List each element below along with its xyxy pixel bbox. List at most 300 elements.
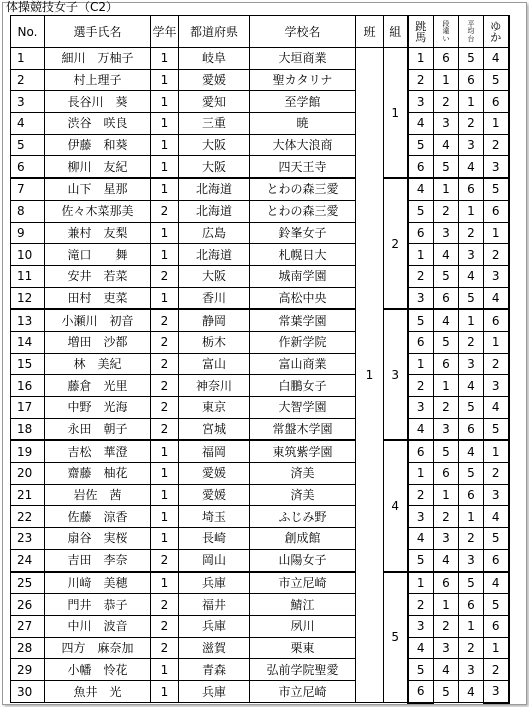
cell-school: 鈴峯女子 bbox=[250, 222, 356, 244]
cell-rotation: 5 bbox=[484, 594, 509, 616]
cell-grade: 1 bbox=[151, 222, 179, 244]
cell-pref: 愛媛 bbox=[179, 463, 250, 485]
cell-name: 増田 沙都 bbox=[45, 331, 151, 353]
cell-pref: 北海道 bbox=[179, 244, 250, 266]
cell-no: 15 bbox=[11, 353, 45, 375]
cell-group: 3 bbox=[384, 309, 408, 440]
table-row bbox=[11, 331, 509, 353]
cell-rotation: 2 bbox=[434, 506, 459, 528]
header-school: 学校名 bbox=[250, 16, 356, 48]
cell-grade: 1 bbox=[151, 244, 179, 266]
cell-school: 栗東 bbox=[250, 637, 356, 659]
cell-pref: 福岡 bbox=[179, 440, 250, 462]
cell-rotation: 3 bbox=[459, 549, 484, 571]
cell-rotation: 4 bbox=[434, 549, 459, 571]
cell-rotation: 1 bbox=[434, 594, 459, 616]
table-row bbox=[11, 309, 509, 331]
header-vault bbox=[408, 16, 434, 48]
table-row bbox=[11, 48, 509, 70]
cell-rotation: 3 bbox=[408, 287, 434, 309]
cell-no: 5 bbox=[11, 134, 45, 156]
cell-school: 済美 bbox=[250, 463, 356, 485]
cell-pref: 静岡 bbox=[179, 309, 250, 331]
cell-pref: 大阪 bbox=[179, 134, 250, 156]
cell-school: ふじみ野 bbox=[250, 506, 356, 528]
cell-rotation: 5 bbox=[408, 134, 434, 156]
header-beam bbox=[459, 16, 484, 48]
cell-grade: 1 bbox=[151, 48, 179, 70]
cell-school: 常盤木学園 bbox=[250, 418, 356, 440]
cell-grade: 1 bbox=[151, 69, 179, 91]
cell-rotation: 4 bbox=[434, 244, 459, 266]
cell-rotation: 6 bbox=[459, 484, 484, 506]
cell-no: 2 bbox=[11, 69, 45, 91]
table-row bbox=[11, 265, 509, 287]
cell-school: 済美 bbox=[250, 484, 356, 506]
table-row bbox=[11, 156, 509, 178]
cell-name: 扇谷 実桜 bbox=[45, 528, 151, 550]
cell-rotation: 3 bbox=[484, 375, 509, 397]
cell-school: 作新学院 bbox=[250, 331, 356, 353]
cell-rotation: 2 bbox=[459, 637, 484, 659]
cell-no: 8 bbox=[11, 200, 45, 222]
cell-rotation: 2 bbox=[459, 528, 484, 550]
cell-school: 城南学園 bbox=[250, 265, 356, 287]
header-beam-label: 平 均 台 bbox=[467, 19, 475, 43]
cell-pref: 北海道 bbox=[179, 200, 250, 222]
cell-name: 中川 波音 bbox=[45, 615, 151, 637]
table-row bbox=[11, 659, 509, 681]
cell-rotation: 2 bbox=[434, 615, 459, 637]
cell-rotation: 3 bbox=[484, 680, 509, 702]
cell-rotation: 5 bbox=[459, 48, 484, 70]
cell-rotation: 5 bbox=[459, 572, 484, 594]
cell-rotation: 3 bbox=[434, 637, 459, 659]
cell-grade: 1 bbox=[151, 113, 179, 135]
cell-rotation: 1 bbox=[408, 353, 434, 375]
cell-pref: 青森 bbox=[179, 659, 250, 681]
cell-rotation: 3 bbox=[434, 113, 459, 135]
cell-grade: 2 bbox=[151, 397, 179, 419]
header-name: 選手氏名 bbox=[45, 16, 151, 48]
table-row bbox=[11, 463, 509, 485]
cell-no: 13 bbox=[11, 309, 45, 331]
cell-pref: 岡山 bbox=[179, 549, 250, 571]
cell-rotation: 1 bbox=[434, 178, 459, 200]
cell-grade: 2 bbox=[151, 200, 179, 222]
cell-rotation: 5 bbox=[434, 331, 459, 353]
cell-rotation: 3 bbox=[408, 615, 434, 637]
cell-rotation: 1 bbox=[434, 484, 459, 506]
cell-rotation: 6 bbox=[408, 680, 434, 702]
cell-grade: 2 bbox=[151, 309, 179, 331]
cell-rotation: 4 bbox=[459, 375, 484, 397]
cell-school: とわの森三愛 bbox=[250, 178, 356, 200]
table-row bbox=[11, 528, 509, 550]
cell-name: 川﨑 美穂 bbox=[45, 572, 151, 594]
cell-grade: 2 bbox=[151, 331, 179, 353]
header-bars-label: 段 違 い bbox=[442, 19, 450, 43]
header-floor-label: ゆ か bbox=[490, 20, 502, 44]
cell-rotation: 1 bbox=[408, 244, 434, 266]
cell-rotation: 4 bbox=[434, 309, 459, 331]
cell-no: 12 bbox=[11, 287, 45, 309]
cell-name: 田村 吏菜 bbox=[45, 287, 151, 309]
cell-rotation: 1 bbox=[459, 91, 484, 113]
cell-name: 中野 光海 bbox=[45, 397, 151, 419]
cell-name: 佐々木菜那美 bbox=[45, 200, 151, 222]
cell-rotation: 2 bbox=[484, 134, 509, 156]
cell-no: 27 bbox=[11, 615, 45, 637]
cell-school: 創成館 bbox=[250, 528, 356, 550]
cell-rotation: 1 bbox=[459, 615, 484, 637]
cell-name: 兼村 友梨 bbox=[45, 222, 151, 244]
table-row bbox=[11, 91, 509, 113]
cell-school: 至学館 bbox=[250, 91, 356, 113]
cell-name: 小幡 怜花 bbox=[45, 659, 151, 681]
table-row bbox=[11, 222, 509, 244]
cell-name: 村上理子 bbox=[45, 69, 151, 91]
cell-rotation: 5 bbox=[484, 69, 509, 91]
header-vault-label: 跳 馬 bbox=[415, 20, 427, 44]
cell-rotation: 1 bbox=[434, 375, 459, 397]
cell-school: とわの森三愛 bbox=[250, 200, 356, 222]
cell-no: 29 bbox=[11, 659, 45, 681]
cell-rotation: 6 bbox=[459, 178, 484, 200]
table-row bbox=[11, 200, 509, 222]
header-kumi: 組 bbox=[384, 16, 408, 48]
table-row bbox=[11, 418, 509, 440]
table-row bbox=[11, 506, 509, 528]
cell-grade: 1 bbox=[151, 528, 179, 550]
cell-pref: 兵庫 bbox=[179, 572, 250, 594]
cell-school: 聖カタリナ bbox=[250, 69, 356, 91]
cell-no: 9 bbox=[11, 222, 45, 244]
cell-rotation: 2 bbox=[434, 397, 459, 419]
cell-school: 常葉学園 bbox=[250, 309, 356, 331]
cell-rotation: 1 bbox=[484, 331, 509, 353]
cell-name: 岩佐 茜 bbox=[45, 484, 151, 506]
cell-no: 21 bbox=[11, 484, 45, 506]
cell-rotation: 5 bbox=[434, 440, 459, 462]
cell-rotation: 4 bbox=[434, 134, 459, 156]
cell-name: 小瀬川 初音 bbox=[45, 309, 151, 331]
cell-pref: 岐阜 bbox=[179, 48, 250, 70]
cell-school: 弘前学院聖愛 bbox=[250, 659, 356, 681]
cell-rotation: 2 bbox=[484, 244, 509, 266]
table-row bbox=[11, 615, 509, 637]
cell-rotation: 3 bbox=[459, 244, 484, 266]
cell-school: 富山商業 bbox=[250, 353, 356, 375]
cell-rotation: 3 bbox=[434, 528, 459, 550]
table-row bbox=[11, 440, 509, 462]
cell-pref: 栃木 bbox=[179, 331, 250, 353]
header-han: 班 bbox=[356, 16, 384, 48]
cell-school: 白鵬女子 bbox=[250, 375, 356, 397]
cell-no: 25 bbox=[11, 572, 45, 594]
cell-school: 東筑紫学園 bbox=[250, 440, 356, 462]
cell-grade: 2 bbox=[151, 615, 179, 637]
cell-rotation: 1 bbox=[459, 506, 484, 528]
cell-rotation: 3 bbox=[434, 418, 459, 440]
table-row bbox=[11, 134, 509, 156]
cell-pref: 愛知 bbox=[179, 91, 250, 113]
cell-rotation: 2 bbox=[434, 91, 459, 113]
cell-pref: 長崎 bbox=[179, 528, 250, 550]
cell-group: 1 bbox=[384, 48, 408, 179]
cell-pref: 兵庫 bbox=[179, 615, 250, 637]
cell-rotation: 2 bbox=[459, 222, 484, 244]
cell-rotation: 4 bbox=[459, 156, 484, 178]
cell-rotation: 1 bbox=[408, 463, 434, 485]
cell-rotation: 2 bbox=[434, 200, 459, 222]
cell-grade: 1 bbox=[151, 572, 179, 594]
cell-no: 26 bbox=[11, 594, 45, 616]
cell-no: 20 bbox=[11, 463, 45, 485]
cell-no: 7 bbox=[11, 178, 45, 200]
cell-rotation: 1 bbox=[459, 309, 484, 331]
table-row bbox=[11, 113, 509, 135]
cell-name: 長谷川 葵 bbox=[45, 91, 151, 113]
cell-pref: 東京 bbox=[179, 397, 250, 419]
table-row bbox=[11, 69, 509, 91]
cell-rotation: 3 bbox=[459, 659, 484, 681]
cell-rotation: 5 bbox=[408, 549, 434, 571]
cell-rotation: 5 bbox=[484, 528, 509, 550]
cell-grade: 2 bbox=[151, 594, 179, 616]
cell-school: 鯖江 bbox=[250, 594, 356, 616]
cell-pref: 富山 bbox=[179, 353, 250, 375]
cell-rotation: 1 bbox=[484, 440, 509, 462]
cell-rotation: 1 bbox=[434, 69, 459, 91]
cell-rotation: 4 bbox=[459, 680, 484, 702]
cell-grade: 2 bbox=[151, 637, 179, 659]
cell-grade: 1 bbox=[151, 506, 179, 528]
cell-name: 藤倉 光里 bbox=[45, 375, 151, 397]
cell-rotation: 6 bbox=[434, 353, 459, 375]
cell-rotation: 2 bbox=[459, 331, 484, 353]
cell-no: 30 bbox=[11, 680, 45, 702]
cell-grade: 2 bbox=[151, 375, 179, 397]
cell-rotation: 5 bbox=[459, 397, 484, 419]
cell-rotation: 2 bbox=[484, 353, 509, 375]
cell-school: 暁 bbox=[250, 113, 356, 135]
cell-rotation: 6 bbox=[484, 615, 509, 637]
cell-rotation: 4 bbox=[459, 265, 484, 287]
cell-pref: 宮城 bbox=[179, 418, 250, 440]
cell-rotation: 2 bbox=[408, 69, 434, 91]
cell-pref: 香川 bbox=[179, 287, 250, 309]
cell-rotation: 2 bbox=[484, 463, 509, 485]
table-row bbox=[11, 375, 509, 397]
cell-rotation: 1 bbox=[408, 572, 434, 594]
cell-rotation: 4 bbox=[484, 48, 509, 70]
cell-rotation: 5 bbox=[434, 680, 459, 702]
cell-han: 1 bbox=[356, 48, 384, 703]
cell-rotation: 4 bbox=[484, 506, 509, 528]
cell-no: 17 bbox=[11, 397, 45, 419]
cell-rotation: 4 bbox=[408, 418, 434, 440]
cell-rotation: 6 bbox=[434, 463, 459, 485]
cell-pref: 滋賀 bbox=[179, 637, 250, 659]
cell-grade: 1 bbox=[151, 156, 179, 178]
cell-rotation: 6 bbox=[459, 69, 484, 91]
cell-grade: 1 bbox=[151, 463, 179, 485]
cell-pref: 大阪 bbox=[179, 156, 250, 178]
cell-rotation: 2 bbox=[408, 375, 434, 397]
cell-no: 19 bbox=[11, 440, 45, 462]
cell-rotation: 5 bbox=[408, 309, 434, 331]
cell-pref: 福井 bbox=[179, 594, 250, 616]
table-row bbox=[11, 287, 509, 309]
cell-grade: 1 bbox=[151, 659, 179, 681]
cell-rotation: 4 bbox=[484, 397, 509, 419]
cell-rotation: 2 bbox=[408, 594, 434, 616]
cell-name: 魚井 光 bbox=[45, 680, 151, 702]
cell-pref: 三重 bbox=[179, 113, 250, 135]
draw-table bbox=[10, 15, 510, 704]
table-row bbox=[11, 680, 509, 702]
cell-rotation: 6 bbox=[484, 91, 509, 113]
cell-no: 28 bbox=[11, 637, 45, 659]
cell-name: 吉松 華澄 bbox=[45, 440, 151, 462]
cell-rotation: 3 bbox=[408, 506, 434, 528]
cell-school: 市立尼崎 bbox=[250, 572, 356, 594]
cell-rotation: 3 bbox=[459, 134, 484, 156]
cell-group: 5 bbox=[384, 572, 408, 703]
cell-rotation: 4 bbox=[408, 178, 434, 200]
table-row bbox=[11, 637, 509, 659]
cell-rotation: 4 bbox=[408, 637, 434, 659]
cell-rotation: 5 bbox=[408, 200, 434, 222]
cell-rotation: 4 bbox=[484, 287, 509, 309]
cell-name: 伊藤 和葵 bbox=[45, 134, 151, 156]
cell-school: 大智学園 bbox=[250, 397, 356, 419]
cell-rotation: 3 bbox=[484, 484, 509, 506]
cell-rotation: 6 bbox=[408, 331, 434, 353]
cell-rotation: 4 bbox=[434, 659, 459, 681]
cell-no: 14 bbox=[11, 331, 45, 353]
page-title: 体操競技女子（C2） bbox=[6, 0, 119, 14]
cell-name: 齋藤 柚花 bbox=[45, 463, 151, 485]
cell-name: 山下 星那 bbox=[45, 178, 151, 200]
cell-rotation: 5 bbox=[408, 659, 434, 681]
cell-no: 18 bbox=[11, 418, 45, 440]
cell-rotation: 6 bbox=[408, 156, 434, 178]
cell-no: 10 bbox=[11, 244, 45, 266]
cell-rotation: 2 bbox=[408, 265, 434, 287]
cell-pref: 北海道 bbox=[179, 178, 250, 200]
cell-pref: 兵庫 bbox=[179, 680, 250, 702]
cell-rotation: 6 bbox=[408, 222, 434, 244]
cell-no: 24 bbox=[11, 549, 45, 571]
cell-rotation: 2 bbox=[408, 484, 434, 506]
cell-rotation: 3 bbox=[408, 397, 434, 419]
cell-rotation: 4 bbox=[408, 528, 434, 550]
cell-rotation: 3 bbox=[459, 353, 484, 375]
cell-rotation: 1 bbox=[408, 48, 434, 70]
cell-rotation: 6 bbox=[484, 309, 509, 331]
cell-name: 佐藤 涼香 bbox=[45, 506, 151, 528]
cell-grade: 1 bbox=[151, 680, 179, 702]
cell-pref: 神奈川 bbox=[179, 375, 250, 397]
table-row bbox=[11, 178, 509, 200]
cell-rotation: 5 bbox=[484, 418, 509, 440]
cell-rotation: 3 bbox=[408, 91, 434, 113]
cell-pref: 埼玉 bbox=[179, 506, 250, 528]
table-row bbox=[11, 397, 509, 419]
cell-grade: 2 bbox=[151, 418, 179, 440]
cell-no: 22 bbox=[11, 506, 45, 528]
cell-rotation: 6 bbox=[484, 200, 509, 222]
cell-name: 滝口 舞 bbox=[45, 244, 151, 266]
cell-rotation: 1 bbox=[484, 113, 509, 135]
cell-no: 3 bbox=[11, 91, 45, 113]
cell-rotation: 5 bbox=[484, 178, 509, 200]
header-grade: 学年 bbox=[151, 16, 179, 48]
cell-rotation: 6 bbox=[484, 549, 509, 571]
cell-grade: 2 bbox=[151, 353, 179, 375]
cell-school: 夙川 bbox=[250, 615, 356, 637]
cell-rotation: 4 bbox=[408, 113, 434, 135]
cell-pref: 大阪 bbox=[179, 265, 250, 287]
cell-rotation: 3 bbox=[484, 156, 509, 178]
cell-no: 16 bbox=[11, 375, 45, 397]
cell-name: 渋谷 咲良 bbox=[45, 113, 151, 135]
header-no: No. bbox=[11, 16, 45, 48]
cell-no: 4 bbox=[11, 113, 45, 135]
cell-name: 門井 恭子 bbox=[45, 594, 151, 616]
cell-rotation: 4 bbox=[459, 440, 484, 462]
cell-school: 高松中央 bbox=[250, 287, 356, 309]
cell-rotation: 4 bbox=[484, 572, 509, 594]
cell-school: 山陽女子 bbox=[250, 549, 356, 571]
cell-grade: 1 bbox=[151, 440, 179, 462]
table-row bbox=[11, 484, 509, 506]
cell-grade: 1 bbox=[151, 287, 179, 309]
cell-rotation: 5 bbox=[459, 463, 484, 485]
table-row bbox=[11, 353, 509, 375]
cell-grade: 1 bbox=[151, 484, 179, 506]
cell-no: 6 bbox=[11, 156, 45, 178]
cell-rotation: 2 bbox=[459, 113, 484, 135]
cell-rotation: 1 bbox=[459, 200, 484, 222]
cell-no: 23 bbox=[11, 528, 45, 550]
cell-name: 永田 朝子 bbox=[45, 418, 151, 440]
cell-rotation: 6 bbox=[434, 287, 459, 309]
cell-rotation: 6 bbox=[434, 48, 459, 70]
table-row bbox=[11, 549, 509, 571]
cell-name: 柳川 友紀 bbox=[45, 156, 151, 178]
cell-pref: 広島 bbox=[179, 222, 250, 244]
cell-pref: 愛媛 bbox=[179, 69, 250, 91]
cell-school: 大垣商業 bbox=[250, 48, 356, 70]
cell-school: 四天王寺 bbox=[250, 156, 356, 178]
cell-name: 細川 万柚子 bbox=[45, 48, 151, 70]
cell-group: 2 bbox=[384, 178, 408, 309]
header-pref: 都道府県 bbox=[179, 16, 250, 48]
cell-no: 1 bbox=[11, 48, 45, 70]
cell-rotation: 3 bbox=[434, 222, 459, 244]
cell-grade: 2 bbox=[151, 265, 179, 287]
cell-rotation: 6 bbox=[434, 572, 459, 594]
cell-rotation: 5 bbox=[434, 265, 459, 287]
cell-school: 市立尼崎 bbox=[250, 680, 356, 702]
cell-rotation: 1 bbox=[484, 637, 509, 659]
cell-rotation: 6 bbox=[459, 594, 484, 616]
cell-rotation: 3 bbox=[484, 265, 509, 287]
header-row bbox=[11, 16, 509, 48]
